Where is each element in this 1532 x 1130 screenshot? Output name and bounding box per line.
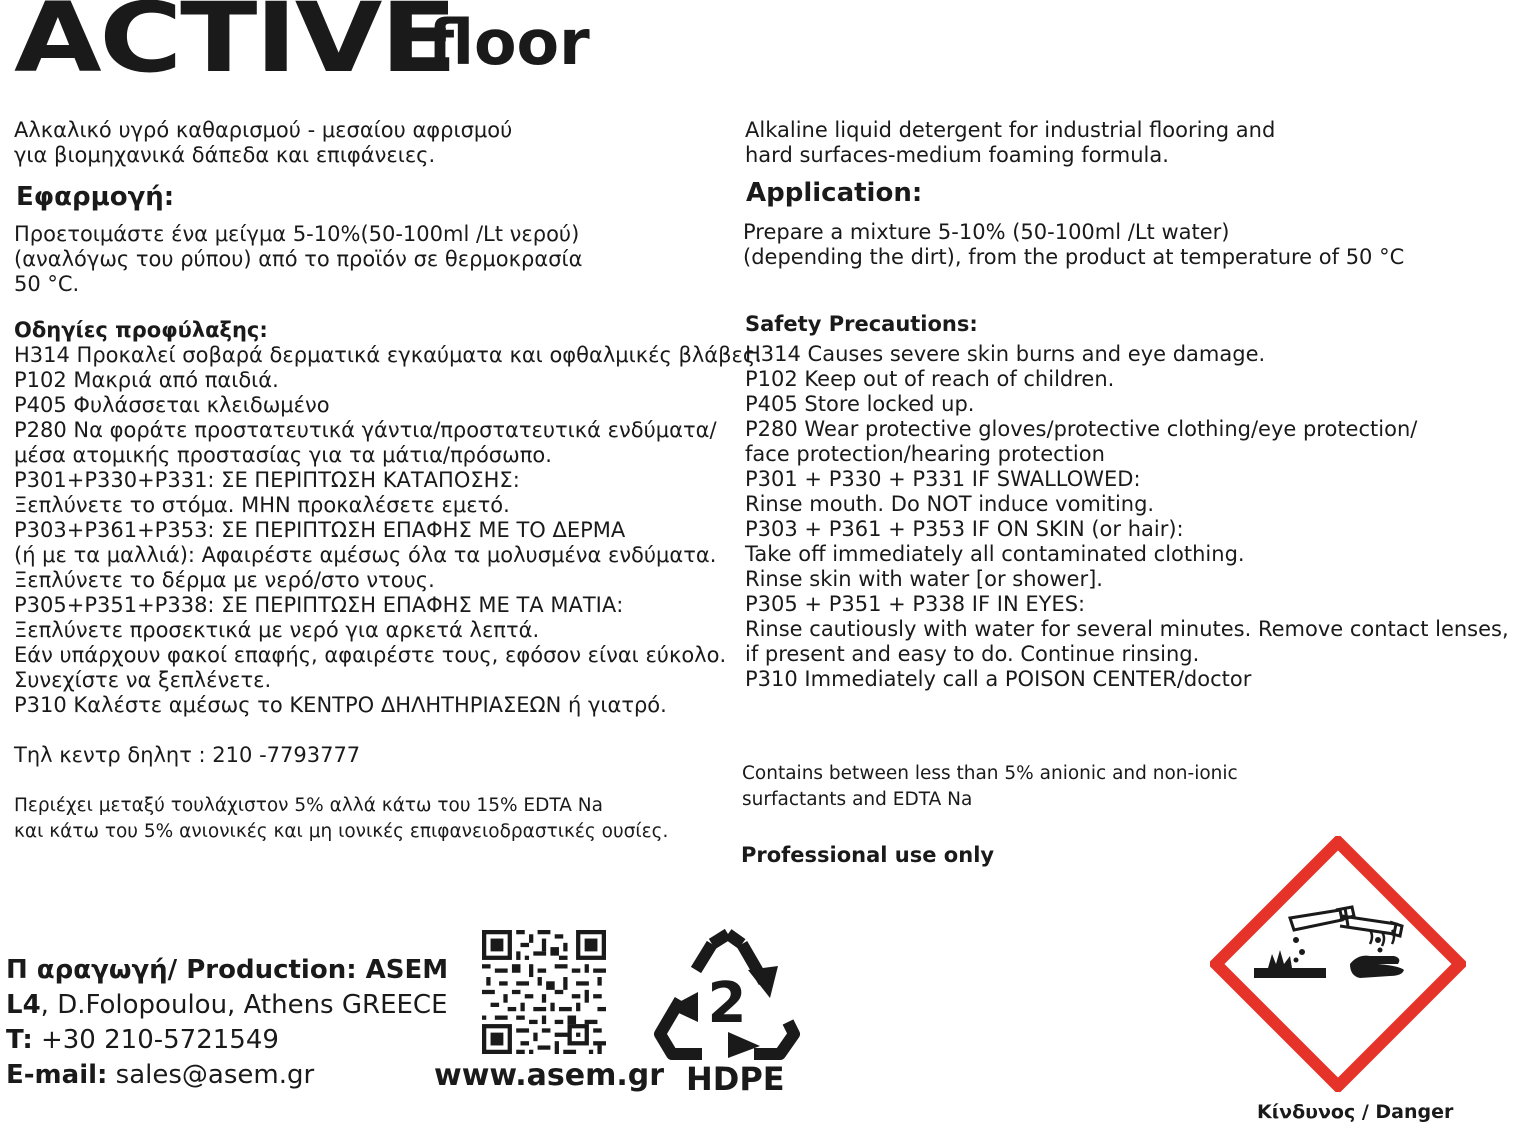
english-safety-line: Rinse cautiously with water for several minutes. Remove contact lenses, xyxy=(745,617,1509,641)
greek-description xyxy=(14,118,512,168)
greek-safety xyxy=(14,343,762,718)
greek-safety-line: Εάν υπάρχουν φακοί επαφής, αφαιρέστε τους, εφόσον είναι εύκολο. xyxy=(14,643,727,667)
english-safety-line: Rinse skin with water [or shower]. xyxy=(745,567,1103,591)
greek-safety-title: Οδηγίες προφύλαξης: xyxy=(14,318,268,342)
phone-value: +30 210-5721549 xyxy=(32,1025,279,1055)
greek-safety-line: P405 Φυλάσσεται κλειδωμένο xyxy=(14,393,330,417)
greek-safety-line: P305+P351+P338: ΣΕ ΠΕΡΙΠΤΩΣΗ ΕΠΑΦΗΣ ΜΕ ΤΑ ΜΑΤΙΑ: xyxy=(14,593,624,617)
hazard-signal-word: Κίνδυνος / Danger xyxy=(1257,1101,1454,1123)
product-title xyxy=(14,0,590,94)
greek-safety-line: (ή με τα μαλλιά): Αφαιρέστε αμέσως όλα τα μολυσμένα ενδύματα. xyxy=(14,543,717,567)
english-safety-line: H314 Causes severe skin burns and eye damage. xyxy=(745,342,1266,366)
professional-use-label: Professional use only xyxy=(741,843,995,867)
qr-code-icon xyxy=(482,930,606,1054)
greek-description-line: για βιομηχανικά δάπεδα και επιφάνειες. xyxy=(14,143,436,167)
greek-poison-center: Τηλ κεντρ δηλητ : 210 -7793777 xyxy=(14,743,361,767)
email-value: sales@asem.gr xyxy=(107,1060,315,1090)
greek-safety-line: P280 Να φοράτε προστατευτικά γάντια/προστατευτικά ενδύματα/ xyxy=(14,418,717,442)
english-contains-line: Contains between less than 5% anionic and non-ionic xyxy=(742,763,1238,784)
english-contains xyxy=(742,761,1238,813)
greek-safety-line: P303+P361+P353: ΣΕ ΠΕΡΙΠΤΩΣΗ ΕΠΑΦΗΣ ΜΕ ΤΟ ΔΕΡΜΑ xyxy=(14,518,626,542)
recycling-label: HDPE xyxy=(686,1060,785,1098)
production-info xyxy=(6,953,448,1093)
english-safety-line: P303 + P361 + P353 IF ON SKIN (or hair): xyxy=(745,517,1184,541)
greek-application-title: Εφαρμογή: xyxy=(16,182,175,212)
greek-contains xyxy=(14,793,668,845)
production-line: Π αραγωγή/ Production: ASEM xyxy=(6,955,449,985)
english-safety-line: Take off immediately all contaminated clothing. xyxy=(745,542,1245,566)
greek-safety-line: Ξεπλύνετε το δέρμα με νερό/στο ντους. xyxy=(14,568,435,592)
greek-application-line: Προετοιμάστε ένα μείγμα 5-10%(50-100ml /Lt νερού) xyxy=(14,222,580,246)
greek-application-line: 50 °C. xyxy=(14,272,80,296)
email-label: E-mail: xyxy=(6,1060,108,1090)
greek-safety-line: μέσα ατομικής προστασίας για τα μάτια/πρόσωπο. xyxy=(14,443,552,467)
recycling-symbol-icon xyxy=(652,926,802,1064)
address-value: , D.Folopoulou, Athens GREECE xyxy=(40,990,448,1020)
greek-safety-line: Συνεχίστε να ξεπλένετε. xyxy=(14,668,272,692)
english-application-title: Application: xyxy=(746,178,923,208)
greek-safety-line: Ξεπλύνετε το στόμα. ΜΗΝ προκαλέσετε εμετό. xyxy=(14,493,510,517)
english-application-line: (depending the dirt), from the product at temperature of 50 °C xyxy=(743,245,1405,269)
greek-safety-line: P301+P330+P331: ΣΕ ΠΕΡΙΠΤΩΣΗ ΚΑΤΑΠΟΣΗΣ: xyxy=(14,468,520,492)
greek-safety-line: P310 Καλέστε αμέσως το ΚΕΝΤΡΟ ΔΗΛΗΤΗΡΙΑΣΕΩΝ ή γιατρό. xyxy=(14,693,667,717)
english-description-line: Alkaline liquid detergent for industrial flooring and xyxy=(745,118,1276,142)
product-name: ACTIVE xyxy=(14,0,456,94)
corrosion-pictogram-icon xyxy=(1210,836,1466,1092)
website-link[interactable]: www.asem.gr xyxy=(434,1058,664,1093)
product-variant: floor xyxy=(428,6,590,79)
english-safety-title: Safety Precautions: xyxy=(745,312,978,336)
greek-application-line: (αναλόγως του ρύπου) από το προϊόν σε θερμοκρασία xyxy=(14,247,583,271)
english-description-line: hard surfaces-medium foaming formula. xyxy=(745,143,1169,167)
greek-description-line: Αλκαλικό υγρό καθαρισμού - μεσαίου αφρισμού xyxy=(14,118,513,142)
english-safety-line: P305 + P351 + P338 IF IN EYES: xyxy=(745,592,1086,616)
phone-label: T: xyxy=(6,1025,33,1055)
english-safety xyxy=(745,342,1509,692)
english-safety-line: if present and easy to do. Continue rinsing. xyxy=(745,642,1200,666)
hazard-diamond-border xyxy=(1216,842,1460,1086)
english-safety-line: P280 Wear protective gloves/protective clothing/eye protection/ xyxy=(745,417,1418,441)
english-safety-line: P310 Immediately call a POISON CENTER/doctor xyxy=(745,667,1252,691)
greek-contains-line: Περιέχει μεταξύ τουλάχιστον 5% αλλά κάτω του 15% EDTA Na xyxy=(14,795,603,816)
english-application-line: Prepare a mixture 5-10% (50-100ml /Lt water) xyxy=(743,220,1230,244)
english-safety-line: P102 Keep out of reach of children. xyxy=(745,367,1115,391)
english-description xyxy=(745,118,1275,168)
greek-safety-line: P102 Μακριά από παιδιά. xyxy=(14,368,279,392)
english-safety-line: P301 + P330 + P331 IF SWALLOWED: xyxy=(745,467,1141,491)
recycling-number: 2 xyxy=(707,971,747,1036)
greek-safety-line: H314 Προκαλεί σοβαρά δερματικά εγκαύματα και οφθαλμικές βλάβες. xyxy=(14,343,762,367)
english-safety-line: P405 Store locked up. xyxy=(745,392,975,416)
english-safety-line: face protection/hearing protection xyxy=(745,442,1105,466)
english-application xyxy=(743,220,1404,270)
greek-safety-line: Ξεπλύνετε προσεκτικά με νερό για αρκετά λεπτά. xyxy=(14,618,540,642)
address-label: L4 xyxy=(6,990,41,1020)
greek-application xyxy=(14,222,582,297)
english-contains-line: surfactants and EDTA Na xyxy=(742,789,973,810)
greek-contains-line: και κάτω του 5% ανιονικές και μη ιονικές επιφανειοδραστικές ουσίες. xyxy=(14,821,669,842)
english-safety-line: Rinse mouth. Do NOT induce vomiting. xyxy=(745,492,1155,516)
